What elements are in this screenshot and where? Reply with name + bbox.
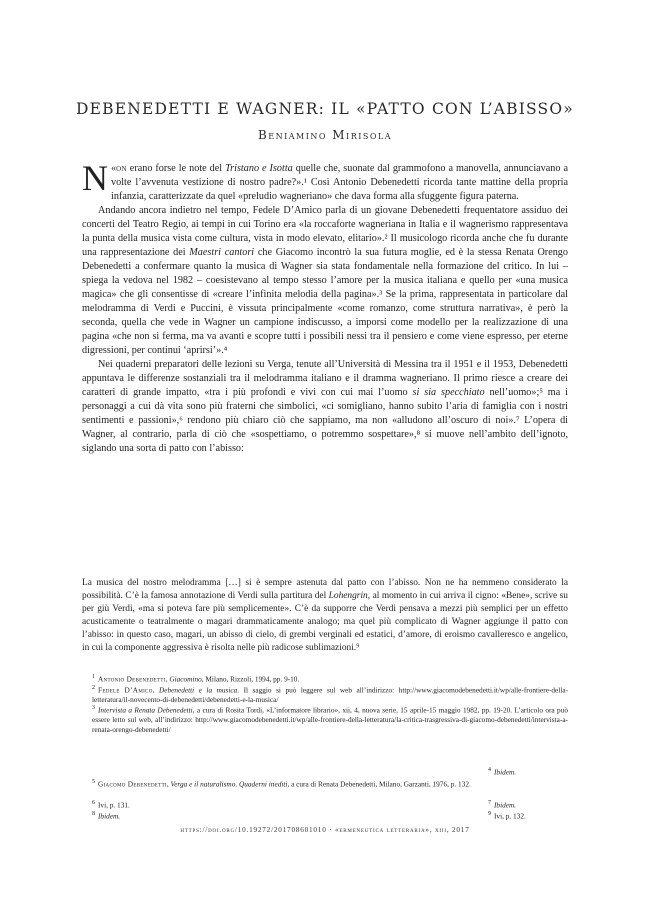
- paragraph-2: [82, 204, 568, 358]
- footnote-author: Fedele D’Amico: [98, 685, 153, 695]
- quote-open: «: [111, 163, 117, 174]
- paragraph-2-text-a: Andando ancora indietro nel tempo, Fedele D’Amico parla di un giovane Debenedetti frequentatore assiduo dei concerti del Teatro Regio, ai tempi in cui Torino era «la roccaforte wagneriana in Italia e il wagnerismo rappresentava la punta della musica vista come cultura, vista in modo elevato, elitario».² Il musicologo ricorda anche che fu durante una rappresentazione dei: [82, 205, 568, 258]
- footnote-5: $^5$ Giacomo Debenedetti, Verga e il naturalismo. Quaderni inediti, a cura di Renata Debenedetti, Milano, Garzanti, 1976, p. 132.: [92, 779, 471, 789]
- footnote-4: [488, 766, 568, 777]
- paragraph-1: [82, 158, 568, 204]
- footnote-text: . Il saggio si può leggere sul web all’indirizzo: http://www.giacomodebenedetti.it/wp/alle-frontiere-della-letteratura/il-novecento-di-debenedetti/debenedetti-e-la-musica/: [92, 685, 569, 705]
- article-author: Beniamino Mirisola: [257, 128, 393, 142]
- quote-text-b: , al momento in cui arriva il cigno: «Bene», scrive su per giù Verdi, «ma si poteva fare più semplicemente». C’è da supporre che Verdi pensava a mezzi più semplici per un effetto acusticamente o teatralmente o magari drammaticamente analogo; ma quel più complicato di Wagner aggiunge il patto con l’abisso: in questo caso, magari, un abisso di cielo, di grembi verginali ed estatici, d’amore, di eroismo cavalleresco e angelico, in cui la componente aggressiva è risolta nelle più radicose sublimazioni.⁹: [82, 591, 568, 653]
- block-quote: [82, 577, 568, 655]
- page-footer: https://doi.org/10.19272/201708601010 · «ermeneutica letteraria», xiii, 2017: [180, 826, 470, 834]
- paragraph-1-text-b: quelle che, suonate dal grammofono a manovella, annunciavano a volte l’avvenuta vestizione di nostro padre?».¹ Così Antonio Debenedetti ricorda tante mattine della propria infanzia, caratterizzate da quel «preludio wagneriano» che dava forma alla sfuggente figura paterna.: [111, 163, 568, 202]
- footnote-text: , Milano, Rizzoli, 1994, pp. 9-10.: [201, 674, 300, 684]
- drop-cap: N: [82, 158, 108, 198]
- footnote-number: 7: [488, 800, 491, 806]
- work-title-lohengrin: Lohengrin: [328, 591, 368, 601]
- footnote-9: [488, 810, 568, 821]
- paragraph-2-text-b: che Giacomo incontrò la sua futura moglie, ed è la stessa Renata Orengo Debenedetti a confermare quanto la musica di Wagner sia stata fondamentale nella formazione del critico. In lui – spiega la vedova nel 1982 – coesistevano al tempo stesso l’amore per la musica italiana e quello per «una musica magica» che gli consentisse di «creare l’infinita melodia della pagina».³ Se la prima, rappresentata in particolare dal melodramma di Verdi e Puccini, è vissuta principalmente «come romanzo, come struttura narrativa», è però la seconda, quella che vede in Wagner un campione indiscusso, a imporsi come modello per la realizzazione di una pagina «che non si ferma, ma va avanti e scopre tutti i possibili nessi tra il pensiero e come viene espresso, per eterne digressioni, per continui ‘aprirsi’».⁴: [82, 247, 568, 356]
- paragraph-3: [82, 358, 568, 456]
- footnote-number: 5: [92, 779, 95, 785]
- paragraph-3-text-a: Nei quaderni preparatori delle lezioni su Verga, tenute all’Università di Messina tra il 1951 e il 1953, Debenedetti appuntava le differenze sostanziali tra il melodramma italiano e il dramma wagneriano. Il primo riesce a creare dei caratteri di grande impatto, «tra i più profondi e vivi con cui mai l’uomo: [82, 359, 568, 398]
- article-title: DEBENEDETTI E WAGNER: IL «PATTO CON L’ABISSO»: [76, 100, 574, 118]
- footnote-number: 4: [488, 767, 491, 773]
- footnote-work: Debenedetti e la musica: [158, 685, 238, 695]
- footnote-text: Ibidem.: [98, 811, 121, 821]
- work-title-maestri: Maestri cantori: [189, 247, 255, 258]
- footnote-text: Ibidem.: [494, 767, 517, 777]
- footnote-author: Antonio Debenedetti: [98, 674, 166, 684]
- footnote-work: Verga e il naturalismo. Quaderni inediti: [170, 779, 288, 789]
- body-text: [82, 158, 568, 456]
- paragraph-3-text-b: nell’uomo»;⁵ ma i personaggi a cui dà vita sono più fraterni che simbolici, «ci somigliano, hanno subito l’aria di famiglia con i nostri sentimenti e passioni»,⁶ rendono più chiaro ciò che sappiamo, ma non «alludono all’oscuro di noi».⁷ L’opera di Wagner, al contrario, parla di ciò che «sospettiamo, o potremmo sospettare»,⁸ si muove nell’ambito dell’ignoto, siglando una sorta di patto con l’abisso:: [82, 387, 568, 454]
- footnote-3: [92, 704, 568, 734]
- paragraph-1-text-a: erano forse le note del: [126, 163, 226, 174]
- footnote-number: 2: [92, 685, 95, 691]
- footnote-number: 6: [92, 800, 95, 806]
- quote-text-a: La musica del nostro melodramma […] si è sempre astenuta dal patto con l’abisso. Non ne ha nemmeno considerato la possibilità. C’è la famosa annotazione di Verdi sulla partitura del: [82, 578, 568, 601]
- footnote-8: [92, 810, 292, 821]
- footnote-number: 3: [92, 705, 95, 711]
- work-title-tristano: Tristano e Isotta: [225, 163, 293, 174]
- paragraph-3-italic: si sia specchiato: [412, 387, 485, 398]
- footnote-6: [92, 799, 292, 810]
- footnote-text: , a cura di Renata Debenedetti, Milano, Garzanti, 1976, p. 132.: [287, 779, 471, 789]
- footnote-1: $^1$ Antonio Debenedetti, Giacomino, Milano, Rizzoli, 1994, pp. 9-10.: [92, 674, 300, 684]
- drop-cap-rest: on: [116, 163, 127, 174]
- footnote-7: [488, 799, 568, 810]
- footnote-text: Ivi, p. 132.: [494, 811, 526, 821]
- footnote-work: Intervista a Renata Debenedetti: [98, 705, 193, 715]
- footnote-text: Ivi, p. 131.: [98, 800, 130, 810]
- footnote-2: $^2$ Fedele D’Amico, Debenedetti e la musica. Il saggio si può leggere sul web all’indirizzo: http://www.giacomodebenedetti.it/wp/alle-frontiere-della-letteratura/il-novecento-di-debenedetti/debenedetti-e-la-musica/: [92, 685, 569, 705]
- footnote-work: Giacomino: [169, 674, 202, 684]
- footnote-text: , a cura di Rosita Tordi, «L’informatore librario», xii, 4, nuova serie, 15 aprile-15 maggio 1982, pp. 19-20. L’articolo ora può essere letto sul web, all’indirizzo: http://www.giacomodebenedetti.it/wp/alle-frontiere-della-letteratura/la-critica-trasgressiva-di-giacomo-debenedetti/intervista-a-renata-orengo-debenedetti/: [92, 705, 568, 734]
- footnote-text: Ibidem.: [494, 800, 517, 810]
- footnote-number: 1: [92, 674, 95, 680]
- footnote-number: 9: [488, 811, 491, 817]
- footnote-number: 8: [92, 811, 95, 817]
- footnote-author: Giacomo Debenedetti: [98, 779, 167, 789]
